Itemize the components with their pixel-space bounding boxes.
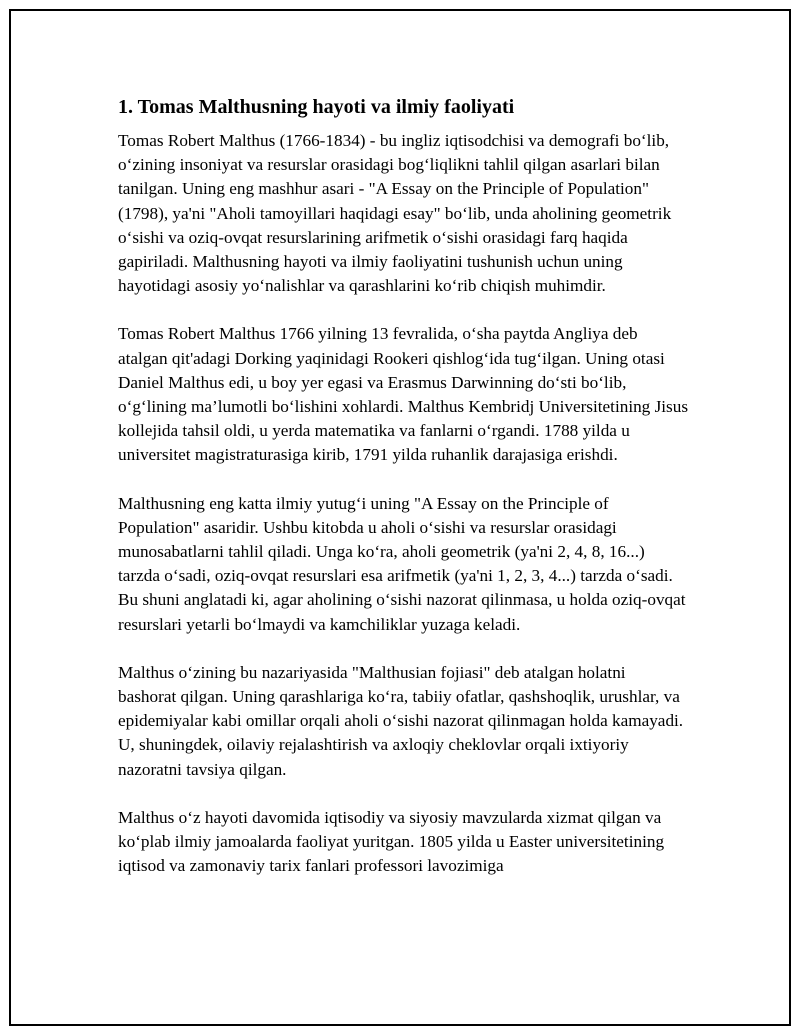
document-body bbox=[118, 93, 688, 902]
section-heading: 1. Tomas Malthusning hayoti va ilmiy faoliyati bbox=[118, 96, 515, 118]
paragraph-4: Malthus o‘zining bu nazariyasida "Malthusian fojiasi" deb atalgan holatni bashorat qilgan. Uning qarashlariga ko‘ra, tabiiy ofatlar, qashshoqlik, urushlar, va epidemiyalar kabi omillar orqali aholi o‘sishi nazorat qilinmagan holda kamayadi. U, shuningdek, oilaviy rejalashtirish va axloqiy cheklovlar orqali ixtiyoriy nazoratni tavsiya qilgan. bbox=[118, 662, 684, 779]
paragraph-5: Malthus o‘z hayoti davomida iqtisodiy va siyosiy mavzularda xizmat qilgan va ko‘plab ilmiy jamoalarda faoliyat yuritgan. 1805 yilda u Easter universitetining iqtisod va zamonaviy tarix fanlari professori lavozimiga bbox=[118, 807, 665, 876]
paragraph-2: Tomas Robert Malthus 1766 yilning 13 fevralida, o‘sha paytda Angliya deb atalgan qit'adagi Dorking yaqinidagi Rookeri qishlog‘ida tug‘ilgan. Uning otasi Daniel Malthus edi, u boy yer egasi va Erasmus Darwinning do‘sti bo‘lib, o‘g‘lining ma’lumotli bo‘lishini xohlardi. Malthus Kembridj Universitetining Jisus kollejida tahsil oldi, u yerda matematika va fanlarni o‘rgandi. 1788 yilda u universitet magistraturasiga kirib, 1791 yilda ruhanlik darajasiga erishdi. bbox=[118, 324, 689, 465]
paragraph-1: Tomas Robert Malthus (1766-1834) - bu ingliz iqtisodchisi va demografi bo‘lib, o‘zining insoniyat va resurslar orasidagi bog‘liqlikni tahlil qilgan asarlari bilan tanilgan. Uning eng mashhur asari - "A Essay on the Principle of Population" (1798), ya'ni "Aholi tamoyillari haqidagi esay" bo‘lib, unda aholining geometrik o‘sishi va oziq-ovqat resurslarining arifmetik o‘sishi orasidagi farq haqida gapiriladi. Malthusning hayoti va ilmiy faoliyatini tushunish uchun uning hayotidagi asosiy yo‘nalishlar va qarashlarini ko‘rib chiqish muhimdir. bbox=[118, 131, 672, 296]
paragraph-3: Malthusning eng katta ilmiy yutug‘i uning "A Essay on the Principle of Population" asaridir. Ushbu kitobda u aholi o‘sishi va resurslar orasidagi munosabatlarni tahlil qiladi. Unga ko‘ra, aholi geometrik (ya'ni 2, 4, 8, 16...) tarzda o‘sadi, oziq-ovqat resurslari esa arifmetik (ya'ni 1, 2, 3, 4...) tarzda o‘sadi. Bu shuni anglatadi ki, agar aholining o‘sishi nazorat qilinmasa, u holda oziq-ovqat resurslari yetarli bo‘lmaydi va kamchiliklar yuzaga keladi. bbox=[118, 493, 686, 634]
